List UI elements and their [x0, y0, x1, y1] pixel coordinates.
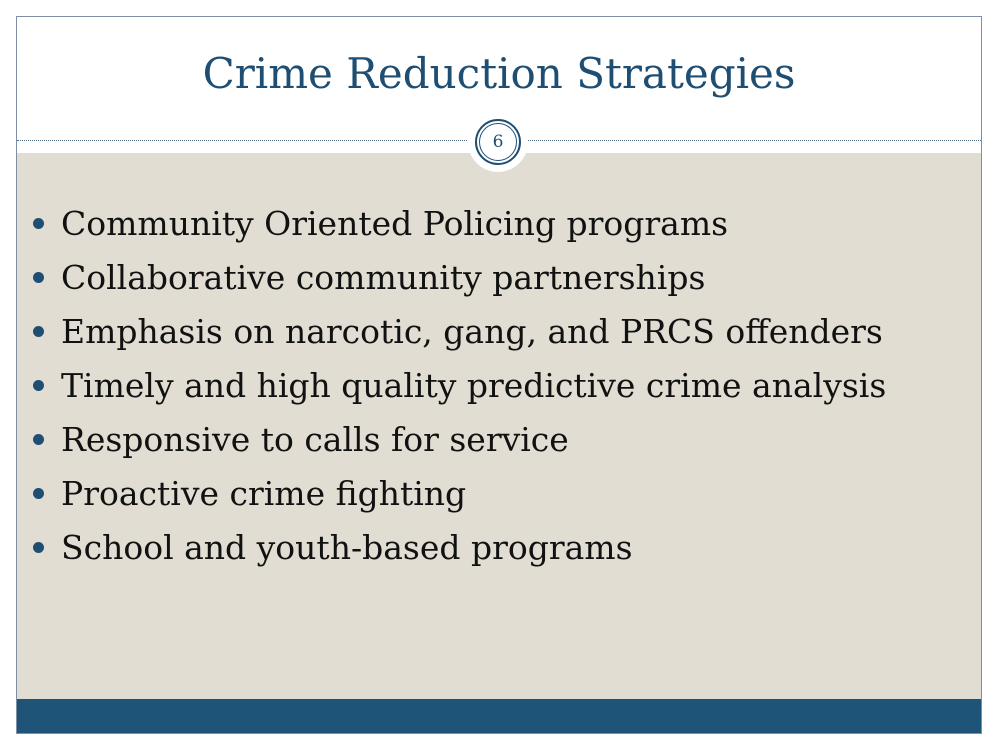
bullet-text: Responsive to calls for service [61, 419, 569, 459]
list-item [33, 412, 886, 466]
list-item [33, 466, 886, 520]
list-item [33, 196, 886, 250]
list-item [33, 250, 886, 304]
bullet-text: Community Oriented Policing programs [61, 203, 729, 243]
bullet-text: School and youth-based programs [61, 527, 633, 567]
footer-bar [17, 699, 981, 734]
bullet-text: Timely and high quality predictive crime analysis [61, 365, 887, 405]
bullet-text: Collaborative community partnerships [61, 257, 706, 297]
bullet-icon [33, 218, 44, 229]
slide-title: Crime Reduction Strategies [202, 49, 796, 98]
list-item [33, 358, 886, 412]
page-number-badge [475, 119, 521, 165]
bullet-icon [33, 326, 44, 337]
bullet-list [33, 196, 886, 574]
bullet-icon [33, 380, 44, 391]
bullet-icon [33, 488, 44, 499]
bullet-icon [33, 542, 44, 553]
bullet-text: Emphasis on narcotic, gang, and PRCS offenders [61, 311, 883, 351]
bullet-icon [33, 434, 44, 445]
list-item [33, 520, 886, 574]
page-number: 6 [479, 123, 517, 161]
bullet-text: Proactive crime fighting [61, 473, 467, 513]
list-item [33, 304, 886, 358]
bullet-icon [33, 272, 44, 283]
